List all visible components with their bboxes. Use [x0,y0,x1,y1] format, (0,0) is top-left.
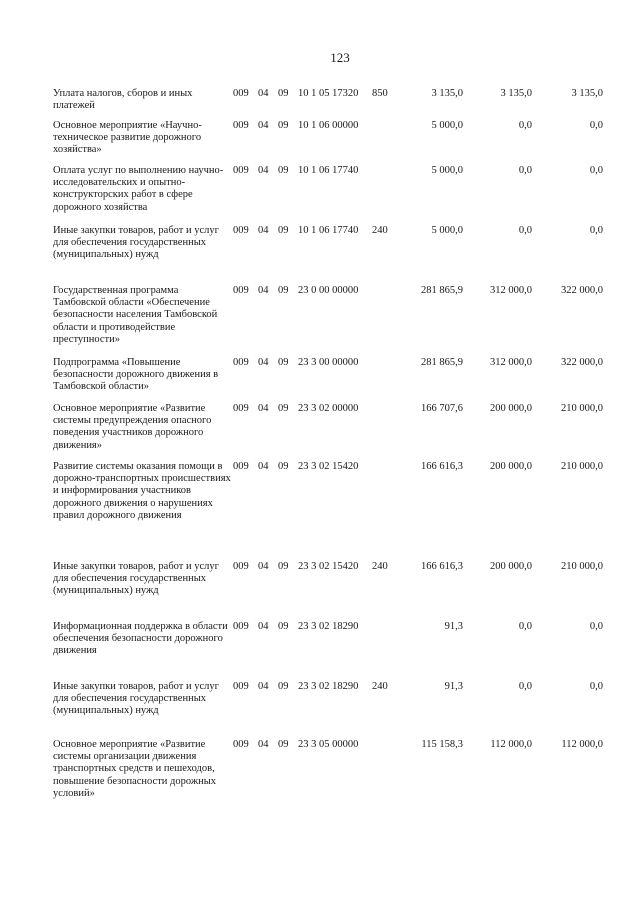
amount-year-3: 322 000,0 [561,357,603,368]
row-name: Уплата налогов, сборов и иных платежей [53,88,193,112]
amount-year-1: 166 616,3 [421,561,463,572]
subsection-code: 09 [278,561,289,572]
amount-year-2: 112 000,0 [490,739,532,750]
section-code: 04 [258,225,269,236]
amount-year-3: 0,0 [589,621,603,632]
amount-year-2: 200 000,0 [490,461,532,472]
amount-year-1: 5 000,0 [431,120,463,131]
amount-year-3: 322 000,0 [561,285,603,296]
ministry-code: 009 [233,461,249,472]
section-code: 04 [258,357,269,368]
expense-type-code: 240 [372,561,388,572]
section-code: 04 [258,403,269,414]
ministry-code: 009 [233,285,249,296]
row-name: Иные закупки товаров, работ и услуг для обеспечения государственных (муниципальных) нужд [53,561,219,597]
amount-year-1: 281 865,9 [421,357,463,368]
subsection-code: 09 [278,739,289,750]
target-article-code: 23 0 00 00000 [298,285,359,296]
subsection-code: 09 [278,461,289,472]
amount-year-3: 210 000,0 [561,561,603,572]
section-code: 04 [258,461,269,472]
row-name: Иные закупки товаров, работ и услуг для обеспечения государственных (муниципальных) нужд [53,681,219,717]
row-name: Иные закупки товаров, работ и услуг для обеспечения государственных (муниципальных) нужд [53,225,219,261]
subsection-code: 09 [278,403,289,414]
target-article-code: 23 3 02 18290 [298,681,359,692]
amount-year-2: 0,0 [518,225,532,236]
section-code: 04 [258,681,269,692]
target-article-code: 10 1 06 17740 [298,165,359,176]
page-number: 123 [330,50,350,65]
section-code: 04 [258,120,269,131]
amount-year-2: 0,0 [518,621,532,632]
amount-year-2: 312 000,0 [490,357,532,368]
ministry-code: 009 [233,165,249,176]
ministry-code: 009 [233,739,249,750]
amount-year-3: 210 000,0 [561,403,603,414]
row-name: Основное мероприятие «Развитие системы организации движения транспортных средств и пешеходов, повышение безопасности дорожных условий» [53,739,217,799]
target-article-code: 10 1 06 17740 [298,225,359,236]
section-code: 04 [258,165,269,176]
target-article-code: 23 3 02 15420 [298,461,359,472]
subsection-code: 09 [278,88,289,99]
amount-year-2: 0,0 [518,120,532,131]
amount-year-1: 91,3 [444,621,463,632]
amount-year-1: 166 707,6 [421,403,463,414]
amount-year-2: 312 000,0 [490,285,532,296]
ministry-code: 009 [233,225,249,236]
amount-year-3: 3 135,0 [571,88,603,99]
amount-year-2: 200 000,0 [490,403,532,414]
target-article-code: 23 3 02 00000 [298,403,359,414]
target-article-code: 23 3 02 18290 [298,621,359,632]
amount-year-3: 0,0 [589,681,603,692]
section-code: 04 [258,561,269,572]
section-code: 04 [258,739,269,750]
amount-year-1: 5 000,0 [431,225,463,236]
target-article-code: 23 3 00 00000 [298,357,359,368]
amount-year-1: 115 158,3 [421,739,463,750]
row-name: Подпрограмма «Повышение безопасности дорожного движения в Тамбовской области» [53,357,219,393]
ministry-code: 009 [233,357,249,368]
subsection-code: 09 [278,621,289,632]
section-code: 04 [258,88,269,99]
amount-year-3: 210 000,0 [561,461,603,472]
amount-year-1: 5 000,0 [431,165,463,176]
subsection-code: 09 [278,165,289,176]
target-article-code: 23 3 02 15420 [298,561,359,572]
section-code: 04 [258,285,269,296]
row-name: Основное мероприятие «Развитие системы предупреждения опасного поведения участников дорожного движения» [53,403,212,451]
target-article-code: 10 1 06 00000 [298,120,359,131]
subsection-code: 09 [278,285,289,296]
expense-type-code: 850 [372,88,388,99]
subsection-code: 09 [278,357,289,368]
amount-year-2: 3 135,0 [500,88,532,99]
amount-year-2: 0,0 [518,165,532,176]
amount-year-3: 112 000,0 [561,739,603,750]
subsection-code: 09 [278,120,289,131]
expense-type-code: 240 [372,681,388,692]
amount-year-1: 281 865,9 [421,285,463,296]
expense-type-code: 240 [372,225,388,236]
amount-year-1: 166 616,3 [421,461,463,472]
ministry-code: 009 [233,88,249,99]
ministry-code: 009 [233,621,249,632]
row-name: Информационная поддержка в области обеспечения безопасности дорожного движения [53,621,228,657]
amount-year-2: 200 000,0 [490,561,532,572]
row-name: Оплата услуг по выполнению научно-исследовательских и опытно-конструкторских работ в сфере дорожного хозяйства [53,165,224,213]
subsection-code: 09 [278,225,289,236]
amount-year-3: 0,0 [589,120,603,131]
ministry-code: 009 [233,561,249,572]
amount-year-3: 0,0 [589,165,603,176]
amount-year-1: 3 135,0 [431,88,463,99]
amount-year-2: 0,0 [518,681,532,692]
subsection-code: 09 [278,681,289,692]
ministry-code: 009 [233,403,249,414]
section-code: 04 [258,621,269,632]
row-name: Основное мероприятие «Научно-техническое развитие дорожного хозяйства» [53,120,202,156]
target-article-code: 10 1 05 17320 [298,88,359,99]
row-name: Государственная программа Тамбовской области «Обеспечение безопасности населения Тамбовской области и противодействие преступности» [53,285,218,345]
amount-year-3: 0,0 [589,225,603,236]
ministry-code: 009 [233,681,249,692]
row-name: Развитие системы оказания помощи в дорожно-транспортных происшествиях и информирования участников дорожного движения о нарушениях правил дорожного движения [53,461,231,521]
target-article-code: 23 3 05 00000 [298,739,359,750]
amount-year-1: 91,3 [444,681,463,692]
ministry-code: 009 [233,120,249,131]
